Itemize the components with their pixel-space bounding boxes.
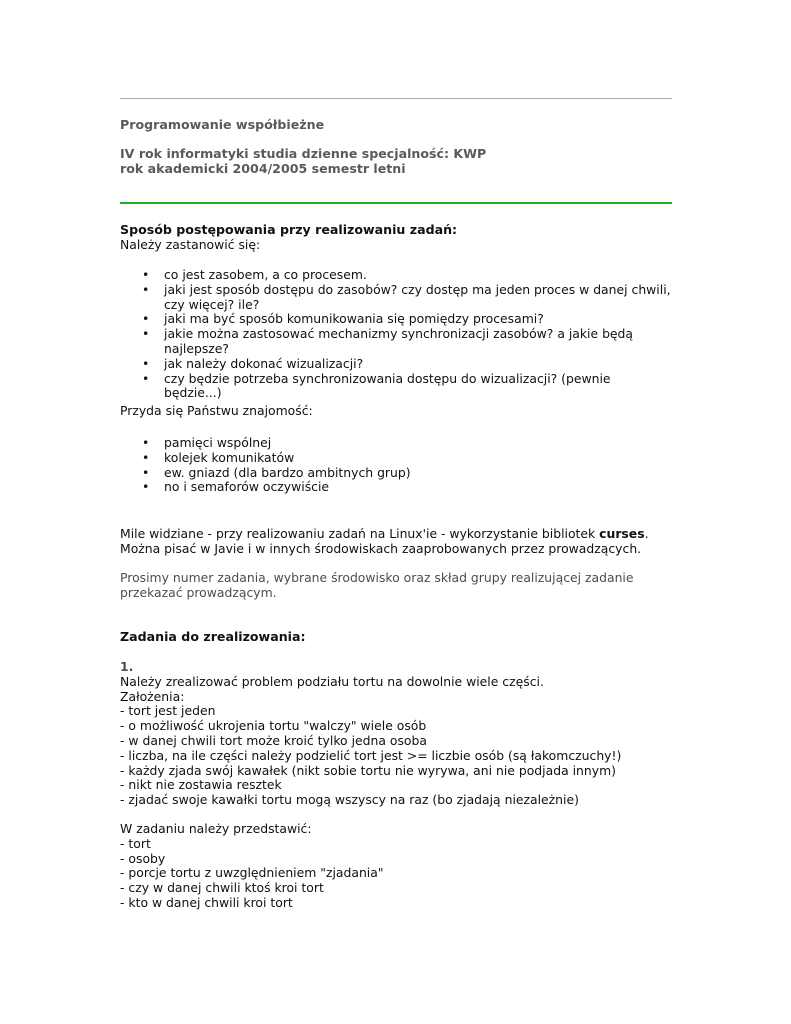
curses-keyword: curses <box>599 526 645 541</box>
list-item: - tort <box>120 835 151 851</box>
bullet-icon: • <box>142 435 150 450</box>
list-item: - zjadać swoje kawałki tortu mogą wszyscy na raz (bo zjadają niezależnie) <box>120 792 579 808</box>
course-title: Programowanie współbieżne <box>120 117 325 132</box>
procedure-heading: Sposób postępowania przy realizowaniu zadań: <box>120 222 458 237</box>
bullet-icon: • <box>142 311 150 327</box>
bullet-icon: • <box>142 449 150 465</box>
list-item: - tort jest jeden <box>120 703 216 719</box>
list-item: • co jest zasobem, a co procesem. <box>142 267 367 282</box>
list-item: • jak należy dokonać wizualizacji? <box>142 355 364 371</box>
present-section <box>120 822 672 911</box>
request-line1: Prosimy numer zadania, wybrane środowisko oraz skład grupy realizującej zadanie <box>120 570 634 585</box>
present-label: W zadaniu należy przedstawić: <box>120 821 312 836</box>
list-item: - osoby <box>120 850 166 866</box>
assumptions-label: Założenia: <box>120 688 185 704</box>
knowledge-intro: Przyda się Państwu znajomość: <box>120 403 313 418</box>
java-note: Można pisać w Javie i w innych środowiskach zaaprobowanych przez prowadzących. <box>120 540 642 556</box>
list-item: • no i semaforów oczywiście <box>142 479 330 495</box>
task-number: 1. <box>120 659 134 674</box>
list-item: • ew. gniazd (dla bardzo ambitnych grup) <box>142 464 411 480</box>
bullet-icon: • <box>142 326 150 342</box>
bullet-icon: • <box>142 464 150 480</box>
list-item: • pamięci wspólnej <box>142 435 272 450</box>
welcome-line: Mile widziane - przy realizowaniu zadań na Linux'ie - wykorzystanie bibliotek curses. <box>120 526 649 541</box>
list-item: • kolejek komunikatów <box>142 449 295 465</box>
course-info-line2: rok akademicki 2004/2005 semestr letni <box>120 160 406 176</box>
list-item: - liczba, na ile części należy podzielić tort jest >= liczbie osób (są łakomczuchy!) <box>120 747 622 763</box>
list-item: • jakie można zastosować mechanizmy synchronizacji zasobów? a jakie będą najlepsze? <box>142 326 634 356</box>
procedure-section <box>120 223 672 253</box>
top-divider <box>120 98 672 99</box>
list-item: • jaki ma być sposób komunikowania się pomiędzy procesami? <box>142 311 544 327</box>
list-item: - o możliwość ukrojenia tortu "walczy" wiele osób <box>120 718 427 734</box>
procedure-intro: Należy zastanowić się: <box>120 236 261 252</box>
bullet-icon: • <box>142 370 150 386</box>
list-item: - kto w danej chwili kroi tort <box>120 894 293 910</box>
tasks-heading: Zadania do zrealizowania: <box>120 629 306 644</box>
list-item: - czy w danej chwili ktoś kroi tort <box>120 880 324 896</box>
list-item: • jaki jest sposób dostępu do zasobów? czy dostęp ma jeden proces w danej chwili, czy więcej? ile? <box>142 281 671 312</box>
welcome-note <box>120 527 672 557</box>
bullet-icon: • <box>142 267 150 282</box>
list-item: - porcje tortu z uwzględnieniem "zjadania" <box>120 865 384 881</box>
knowledge-list <box>120 436 672 495</box>
task-description: Należy zrealizować problem podziału tortu na dowolnie wiele części. <box>120 673 544 689</box>
green-divider <box>120 202 672 204</box>
list-item: - nikt nie zostawia resztek <box>120 777 282 793</box>
task-1 <box>120 660 672 808</box>
request-line2: przekazać prowadzącym. <box>120 584 277 600</box>
bullet-icon: • <box>142 281 150 297</box>
bullet-icon: • <box>142 479 150 495</box>
request-note <box>120 571 672 601</box>
procedure-list <box>120 268 672 401</box>
bullet-icon: • <box>142 355 150 371</box>
course-info <box>120 147 672 177</box>
list-item: - w danej chwili tort może kroić tylko jedna osoba <box>120 732 427 748</box>
course-info-line1: IV rok informatyki studia dzienne specjalność: KWP <box>120 146 487 161</box>
list-item: - każdy zjada swój kawałek (nikt sobie tortu nie wyrywa, ani nie podjada innym) <box>120 762 616 778</box>
list-item: • czy będzie potrzeba synchronizowania dostępu do wizualizacji? (pewnie będzie...) <box>142 370 611 401</box>
